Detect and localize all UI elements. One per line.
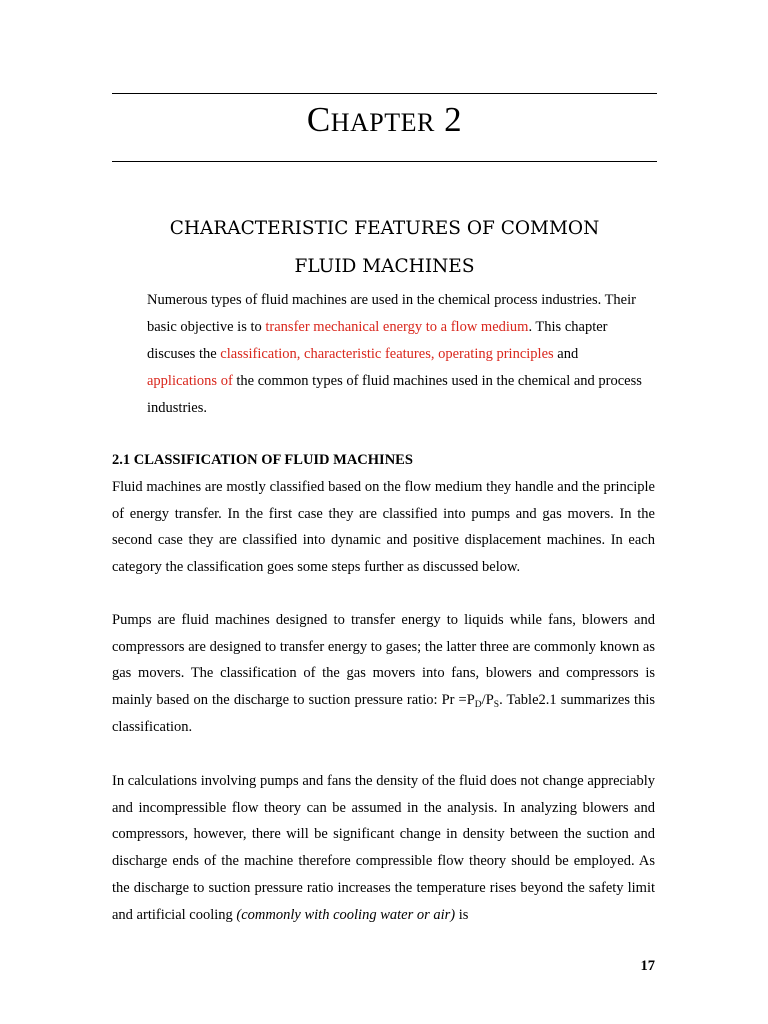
section-heading: 2.1 CLASSIFICATION OF FLUID MACHINES: [112, 452, 413, 468]
subscript-s: S: [493, 700, 500, 711]
intro-text-2: . This chapter discuses the: [147, 319, 608, 362]
chapter-title-line1: CHARACTERISTIC FEATURES OF COMMON: [169, 218, 600, 239]
paragraph-3-text: In calculations involving pumps and fans the density of the fluid does not change appreciably and incompressible flow theory can be assumed in the analysis. In analyzing blowers and compressors, however, there will be significant change in density between the suction and discharge ends of the machine therefore compressible flow theory should be employed. As the discharge to suction pressure ratio increases the temperature rises beyond the safety limit and artificial cooling: [112, 773, 655, 923]
subscript-d: D: [474, 700, 482, 711]
paragraph-2-text: Pumps are fluid machines designed to transfer energy to liquids while fans, blowers and compressors are designed to transfer energy to gases; the latter three are commonly known as gas movers. The classification of the gas movers into fans, blowers and compressors is mainly based on the discharge to suction pressure ratio: Pr =P: [112, 612, 655, 709]
page-number: 17: [640, 958, 655, 974]
highlight-3: applications of: [147, 373, 233, 389]
intro-paragraph: [147, 287, 647, 422]
highlight-1: transfer mechanical energy to a flow medium: [265, 319, 529, 335]
chapter-title-line2: FLUID MACHINES: [294, 256, 475, 277]
bottom-rule: [112, 161, 657, 162]
paragraph-3: [112, 768, 655, 928]
top-rule: [112, 93, 657, 94]
paragraph-2-tail: . Table2.1 summarizes this classification.: [112, 692, 655, 735]
chapter-number: 2: [444, 100, 463, 139]
intro-text-4: the common types of fluid machines used in the chemical and process industries.: [147, 373, 642, 416]
paragraph-2: [112, 607, 655, 741]
intro-text-3: and: [553, 346, 579, 362]
paragraph-3-italic: (commonly with cooling water or air): [236, 906, 456, 923]
highlight-2: classification, characteristic features, operating principles: [220, 346, 554, 362]
paragraph-2-mid: /P: [481, 692, 494, 709]
chapter-cap: C: [306, 100, 331, 139]
paragraph-3-tail: is: [455, 906, 469, 923]
paragraph-1: Fluid machines are mostly classified based on the flow medium they handle and the principle of energy transfer. In the first case they are classified into pumps and gas movers. In the second case they are classified into dynamic and positive displacement machines. In each category the classification goes some steps further as discussed below.: [112, 479, 655, 576]
chapter-rest: HAPTER: [330, 108, 435, 137]
intro-text-1: Numerous types of fluid machines are used in the chemical process industries. Their basic objective is to: [147, 292, 636, 335]
chapter-heading: [112, 98, 657, 145]
